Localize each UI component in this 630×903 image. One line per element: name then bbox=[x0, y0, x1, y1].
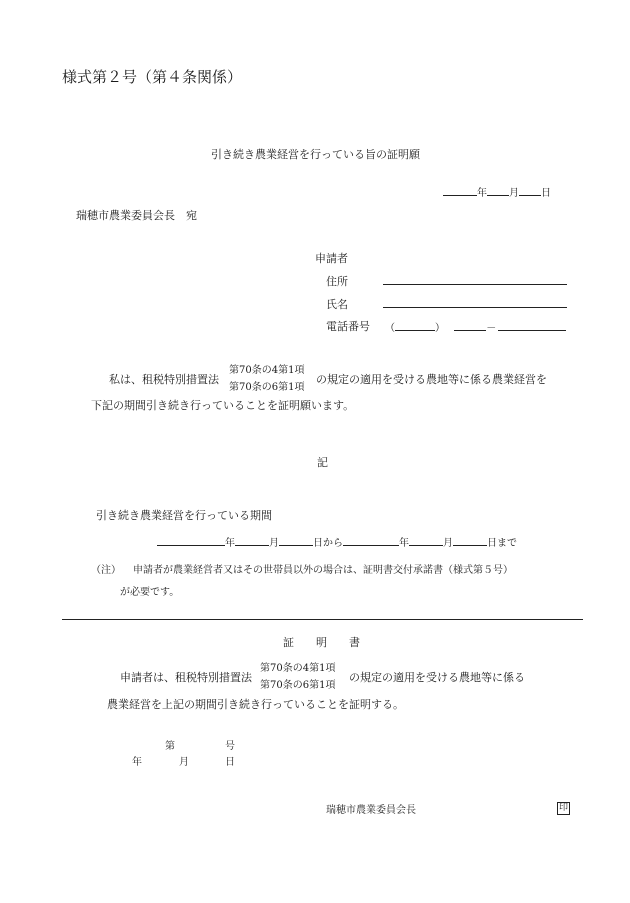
number-go: 号 bbox=[225, 741, 235, 752]
cert-article-a: 第70条の4第1項 bbox=[260, 663, 336, 674]
to-day-blank[interactable] bbox=[453, 533, 487, 546]
form-number: 様式第２号（第４条関係） bbox=[62, 68, 243, 86]
note-label: （注） bbox=[91, 565, 121, 576]
ki-heading: 記 bbox=[317, 456, 328, 469]
addressee: 瑞穂市農業委員会長 宛 bbox=[76, 209, 197, 222]
request-articles bbox=[229, 362, 304, 396]
article-b: 第70条の6第1項 bbox=[229, 382, 305, 393]
phone-field[interactable]: （ ） － bbox=[385, 318, 566, 334]
name-label: 氏名 bbox=[326, 298, 348, 311]
cert-year: 年 bbox=[132, 757, 142, 768]
request-prefix: 私は、租税特別措置法 bbox=[109, 373, 219, 386]
article-a: 第70条の4第1項 bbox=[229, 365, 305, 376]
section-divider bbox=[62, 619, 583, 620]
to-month-blank[interactable] bbox=[409, 533, 443, 546]
day-blank[interactable] bbox=[519, 183, 541, 196]
date-line: 年 月 日 bbox=[443, 183, 551, 199]
document-title: 引き続き農業経営を行っている旨の証明願 bbox=[211, 148, 420, 161]
from-day-blank[interactable] bbox=[279, 533, 313, 546]
certificate-articles bbox=[260, 660, 335, 694]
request-line2: 下記の期間引き続き行っていることを証明願います。 bbox=[91, 399, 355, 412]
from-year-blank[interactable] bbox=[157, 533, 225, 546]
cert-article-b: 第70条の6第1項 bbox=[260, 680, 336, 691]
note-text: 申請者が農業経営者又はその世帯員以外の場合は、証明書交付承諾書（様式第５号） bbox=[133, 565, 513, 576]
to-year-blank[interactable] bbox=[343, 533, 399, 546]
applicant-heading: 申請者 bbox=[315, 252, 348, 265]
certificate-suffix: の規定の適用を受ける農地等に係る bbox=[349, 671, 525, 684]
phone-label: 電話番号 bbox=[326, 320, 370, 333]
number-dai: 第 bbox=[165, 741, 175, 752]
certificate-line2: 農業経営を上記の期間引き続き行っていることを証明する。 bbox=[107, 698, 404, 711]
month-blank[interactable] bbox=[487, 183, 509, 196]
period-label: 引き続き農業経営を行っている期間 bbox=[96, 509, 272, 522]
certificate-prefix: 申請者は、租税特別措置法 bbox=[120, 671, 252, 684]
cert-month: 月 bbox=[179, 757, 189, 768]
issuer: 瑞穂市農業委員会長 bbox=[326, 805, 416, 816]
cert-day: 日 bbox=[225, 757, 235, 768]
period-line: 年 月 日から 年 月 日まで bbox=[157, 533, 517, 549]
year-blank[interactable] bbox=[443, 183, 477, 196]
request-suffix: の規定の適用を受ける農地等に係る農業経営を bbox=[316, 373, 547, 386]
name-field[interactable] bbox=[383, 295, 567, 308]
from-month-blank[interactable] bbox=[235, 533, 269, 546]
address-field[interactable] bbox=[383, 272, 567, 285]
note-text2: が必要です。 bbox=[120, 587, 180, 598]
address-label: 住所 bbox=[326, 275, 348, 288]
certificate-heading: 証 明 書 bbox=[283, 636, 360, 649]
seal-mark: 印 bbox=[558, 803, 568, 813]
